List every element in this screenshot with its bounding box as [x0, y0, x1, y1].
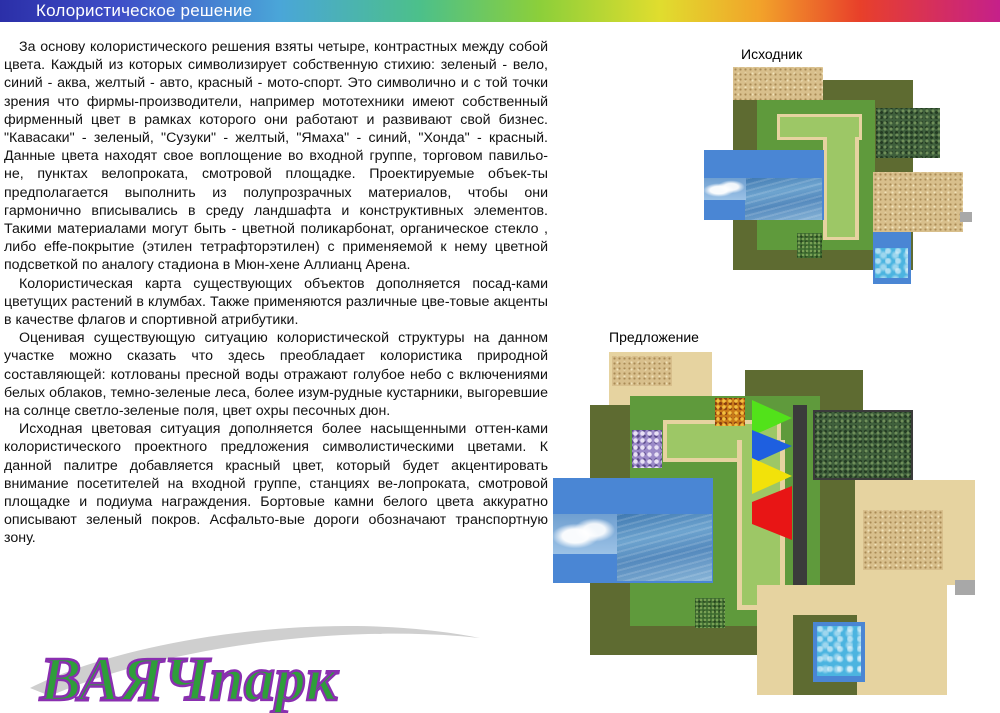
sand-tile: [733, 67, 823, 102]
sand-tile: [612, 356, 672, 386]
forest-tile: [876, 108, 940, 158]
paragraph-4: Исходная цветовая ситуация дополняется более насыщенными оттен-ками колористического проектного предложения символистическими цветами. К данной палитре добавляется красный цвет, который будет акцентировать внимание посетителей на входной группе, станциях ве-лопроката, смотровой площадке и подиума награждения. Бортовые камни белого цвета аккуратно описывают зеленый покров. Асфальто-вые дороги обозначают транспортную зону.: [4, 421, 548, 547]
blue-flag: [752, 430, 792, 464]
road-tile: [955, 580, 975, 595]
orange-flowerbed: [715, 398, 745, 426]
clouds-tile: [704, 178, 746, 200]
header-banner: [0, 0, 1000, 22]
bush-tile: [797, 233, 822, 258]
original-map-label: Исходник: [741, 46, 803, 62]
paragraph-3: Оценивая существующую ситуацию колористической структуры на данном участке можно сказать что здесь преобладает колористика природной составляющей: котлованы пресной воды отражают голубое небо с включениями белых облаков, темно-зеленые леса, более изум-рудные кустарники, выгоревшие на солнце светло-зеленые поля, цвет охры песочных дюн.: [4, 330, 548, 420]
dunes-tile: [863, 510, 943, 570]
park-logo: [10, 618, 490, 713]
pool-tile: [875, 248, 908, 278]
path-vertical: [827, 137, 855, 237]
description-text: [4, 38, 548, 548]
logo-text: ВАЯЧпарк: [40, 646, 338, 713]
clouds-tile: [553, 514, 617, 554]
paragraph-2: Колористическая карта существующих объектов дополняется посад-ками цветущих растений в клумбах. Также применяются различные цве-товые акценты в качестве флагов и спортивной атрибутики.: [4, 275, 548, 329]
violet-flowerbed: [632, 430, 662, 468]
red-flag: [752, 486, 792, 540]
pool-tile: [817, 626, 861, 676]
bush-tile: [695, 598, 725, 628]
paragraph-1: За основу колористического решения взяты четыре, контрастных между собой цвета. Каждый из которых символизирует собственную стихию: зеленый - вело, синий - аква, желтый - авто, красный - мото-спорт. Это символично и с той точки зрения что фирмы-производители, например мототехники имеют собственный фирменный цвет в рамках которого они работают и развивают свой бизнес. "Кавасаки" - зеленый, "Сузуки" - желтый, "Ямаха" - синий, "Хонда" - красный. Данные цвета находят свое воплощение во входной группе, торговом павильо-не, пунктах велопроката, смотровой площадке. Проектируемые объек-ты предполагается выполнить из полупрозрачных материалов, чтобы они гармонично вписывались в среду ландшафта и конструктивных элементов. Такими материалами могут быть - цветной поликарбонат, органическое стекло , либо effe-покрытие (этилен тетрафторэтилен) с применяемой к нему цветной подсветкой по аналогу стадиона в Мюн-хене Аллианц Арена.: [4, 39, 548, 274]
proposal-map-label: Предложение: [609, 329, 699, 345]
lake-tile: [617, 514, 712, 581]
lake-tile: [745, 178, 822, 220]
path-top: [780, 117, 859, 137]
dunes-tile: [873, 172, 963, 232]
road-tile: [960, 212, 972, 222]
flag-triangles: [750, 398, 800, 548]
forest-tile: [813, 410, 913, 480]
page-title: Колористическое решение: [36, 1, 253, 20]
green-flag: [752, 400, 792, 436]
